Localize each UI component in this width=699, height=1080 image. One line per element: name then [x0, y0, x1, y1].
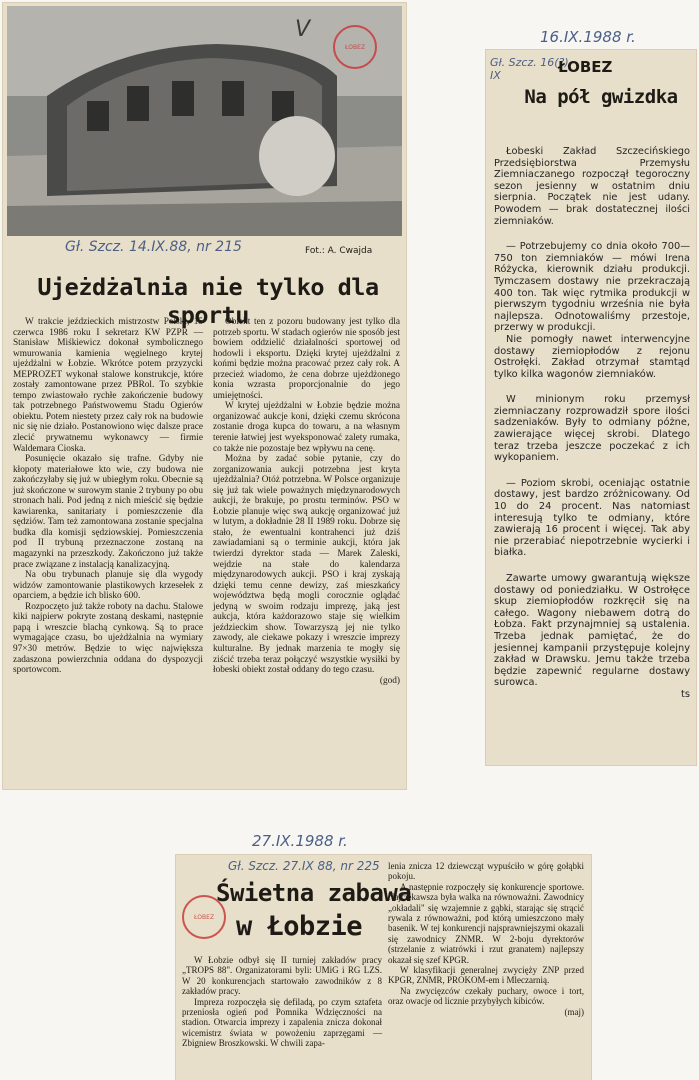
article-column-2: lenia znicza 12 dziewcząt wypuściło w górę gołąbki pokoju. A następnie rozpoczęły się konkurencje sportowe. Najciekawsza była walka na równoważni. Zawodnicy „okładali" się wzajemnie z gąbki, starając się strącić rywala z równoważni, pod którą umieszczono mały basenik. W tej konkurencji najsprawniejszymi okazali się zawodnicy ZNMR. W 2-boju dyrektorów (strzelanie z wiatrówki i rzut granatem) najlepszy okazał się szef KPGR. W klasyfikacji generalnej zwycięży ZNP przed KPGR, ZNMR, PROKOM-em i Mleczarnią. Na zwycięzców czekały puchary, owoce i tort, oraz owacje od licznie przybyłych kibiców. (maj)	[388, 861, 584, 1017]
author-signature: ts	[681, 688, 690, 700]
photo-credit: Fot.: A. Cwajda	[305, 246, 373, 256]
date-note-clip3: 27.IX.1988 r.	[252, 832, 348, 850]
article-body: Łobeski Zakład Szczecińskiego Przedsiębiorstwa Przemysłu Ziemniaczanego rozpoczął tegoroczny sezon jesienny w ostatnim dniu sierpnia. Początek nie jest udany. Powodem — brak dostatecznej ilości ziemniaków. — Potrzebujemy co dnia około 700—750 ton ziemniaków — mówi Irena Różycka, kierownik działu produkcji. Tymczasem dostawy nie przekraczają 400 ton. Tak więc rytmika produkcji w pierwszym tygodniu września nie była najlepsza. Odnotowaliśmy przestoje, przerwy w produkcji. Nie pomogły nawet interwencyjne dostawy ziemiopłodów z rejonu Ostrołęki. Zakład otrzymał stamtąd tylko kilka wagonów ziemniaków. W minionym roku przemysł ziemniaczany rozprowadził spore ilości sadzeniaków. Były to odmiany póżne, zawierające więcej skrobi. Dlatego teraz trzeba jeszcze poczekać z ich wykopaniem. — Poziom skrobi, oceniając ostatnie dostawy, jest bardzo zróżnicowany. Od 10 do 24 procent. Nas natomiast interesują tylko te odmiany, które zawierają 16 procent i więcej. Tak aby nie przerabiać niepotrzebnie wycierki i białka. Zawarte umowy gwarantują większe dostawy od poniedziałku. W Ostrołęce skup ziemiopłodów rozkręcił się na całego. Wagony niebawem dotrą do Łobza. Fakt przynajmniej są ustalenia. Trzeba jednak pamiętać, że do jesiennej kampanii przystępuje kolejny zakład w Drawsku. Jemu także trzeba będzie zapewnić regularne dostawy surowca. ts	[494, 146, 690, 700]
library-stamp: ŁOBEZ	[182, 895, 226, 939]
library-stamp: ŁOBEZ	[333, 25, 377, 69]
article-column-2: Obiekt ten z pozoru budowany jest tylko dla potrzeb sportu. W stadach ogierów nie sposób jest bowiem oddzielić działalności sportowej od hodowli i eksportu. Dzięki krytej ujeżdżalni z końmi będzie można pracować przez cały rok. A przecież wiadomo, że cena dobrze ujeżdżonego konia wzrasta proporcjonalnie do jego umiejętności. W krytej ujeżdżalni w Łobzie będzie można organizować aukcje koni, dzięki czemu skrócona zostanie droga kupca do towaru, a na własnym terenie łatwiej jest wyeksponować zalety rumaka, co także nie pozostaje bez wpływu na cenę. Można by zadać sobie pytanie, czy do zorganizowania aukcji potrzebna jest kryta ujeżdżalnia? Otóż potrzebna. W Polsce organizuje się już tak wiele poważnych międzynarodowych aukcji, że brakuje, po prostu terminów. PSO w Łobzie planuje więc swą aukcję organizować już w lutym, a dokładnie 28 II 1989 roku. Dobrze się stało, że ewentualni kontrahenci już dziś zawiadamiani są o terminie aukcji, która jak twierdzi dyrektor stada — Marek Zaleski, wejdzie na stałe do kalendarza międzynarodowych aukcji. PSO i kraj zyskają dzięki temu cenne dewizy, zaś mieszkańcy województwa będą mogli corocznie oglądać jedyną w swoim rodzaju imprezę, jaką jest aukcja, która każdorazowo staje się wielkim jeździeckim show. Towarzyszą jej nie tylko zawody, ale ciekawe pokazy i wreszcie imprezy kulturalne. By jednak marzenia te mogły się ziścić trzeba teraz połączyć wszystkie wysiłki by łobeski obiekt został oddany do tego czasu. (god)	[213, 317, 400, 686]
handwritten-annotation: Gł. Szcz. 14.IX.88, nr 215	[65, 239, 242, 255]
article-column-1: W trakcie jeździeckich mistrzostw Polski, 15 czerwca 1986 roku I sekretarz KW PZPR — Stanisław Miśkiewicz dokonał symbolicznego wmurowania kamienia węgielnego krytej ujeżdżalni w Łobzie. Wkrótce potem przyzycki MEPROZET wykonał stalowe konstrukcje, które zostały zamontowane przez PBRol. To szybkie tempo zwiastowało rychłe zakończenie budowy tak potrzebnego Państwowemu Stadu Ogierów obiektu. Potem niestety przez cały rok na budowie nic się nie działo. Postanowiono więc dalsze prace zlecić prywatnemu wykonawcy — firmie Waldemara Cioska. Posunięcie okazało się trafne. Gdyby nie kłopoty materiałowe kto wie, czy budowa nie zakończyłaby się już w ubiegłym roku. Obecnie są już skończone w surowym stanie 2 trybuny po obu stronach hali. Pod jedną z nich mieścić się będzie kawiarenka, sanitariaty i pomieszczenie dla sędziów. Tam też zamontowana zostanie specjalna budka dla komisji sędziowskiej. Pomieszczenia pod II trybuną przeznaczone zostaną na magazynki na przeszkody. Zakończono już także prace związane z instalacją kanalizacyjną. Na obu trybunach planuje się dla wygody widzów zamontowanie plastikowych krzesełek z oparciem, a będzie ich blisko 600. Rozpoczęto już także roboty na dachu. Stalowe kiki najpierw pokryte zostaną deskami, następnie papą i wreszcie blachą cynkową. Są to prace wymagające czasu, bo ujeżdżalnia na wymiary 97×30 metrów. Będzie to więc największa zadaszona powierzchnia oddana do dyspozycji sportowcom.	[13, 317, 203, 676]
date-note-clip2: 16.IX.1988 r.	[540, 28, 636, 46]
headline: Na pół gwizdka	[524, 86, 678, 108]
clipping-na-pol-gwizdka	[486, 50, 696, 765]
check-mark: V	[295, 17, 311, 42]
headline-line-2: w Łobzie	[236, 911, 363, 942]
author-signature: (maj)	[564, 1006, 584, 1017]
clipping-ujezdzalnia	[3, 3, 406, 789]
article-column-1: W Łobzie odbył się II turniej zakładów pracy „TROPS 88". Organizatorami byli: UMiG i RG LZS. W 20 konkurencjach startowało zawodników z 8 zakładów pracy. Impreza rozpoczęła się defiladą, po czym sztafeta przeniosła ogień pod Pomnika Wdzięczności na stadion. Otwarcia imprezy i zapalenia znicza dokonał wicemistrz świata w powożeniu zaprzęgami — Zbigniew Broszkowski. W chwili zapa-	[182, 955, 382, 1049]
handwritten-annotation: Gł. Szcz. 16(?) IX	[490, 56, 569, 82]
author-signature: (god)	[379, 675, 400, 686]
handwritten-annotation: Gł. Szcz. 27.IX 88, nr 225	[228, 859, 380, 873]
clipping-swietna-zabawa	[176, 855, 591, 1080]
headline: Ujeżdżalnia nie tylko dla sportu	[37, 273, 379, 329]
kicker: ŁOBEZ	[558, 58, 613, 76]
headline-line-1: Świetna zabawa	[216, 879, 412, 907]
